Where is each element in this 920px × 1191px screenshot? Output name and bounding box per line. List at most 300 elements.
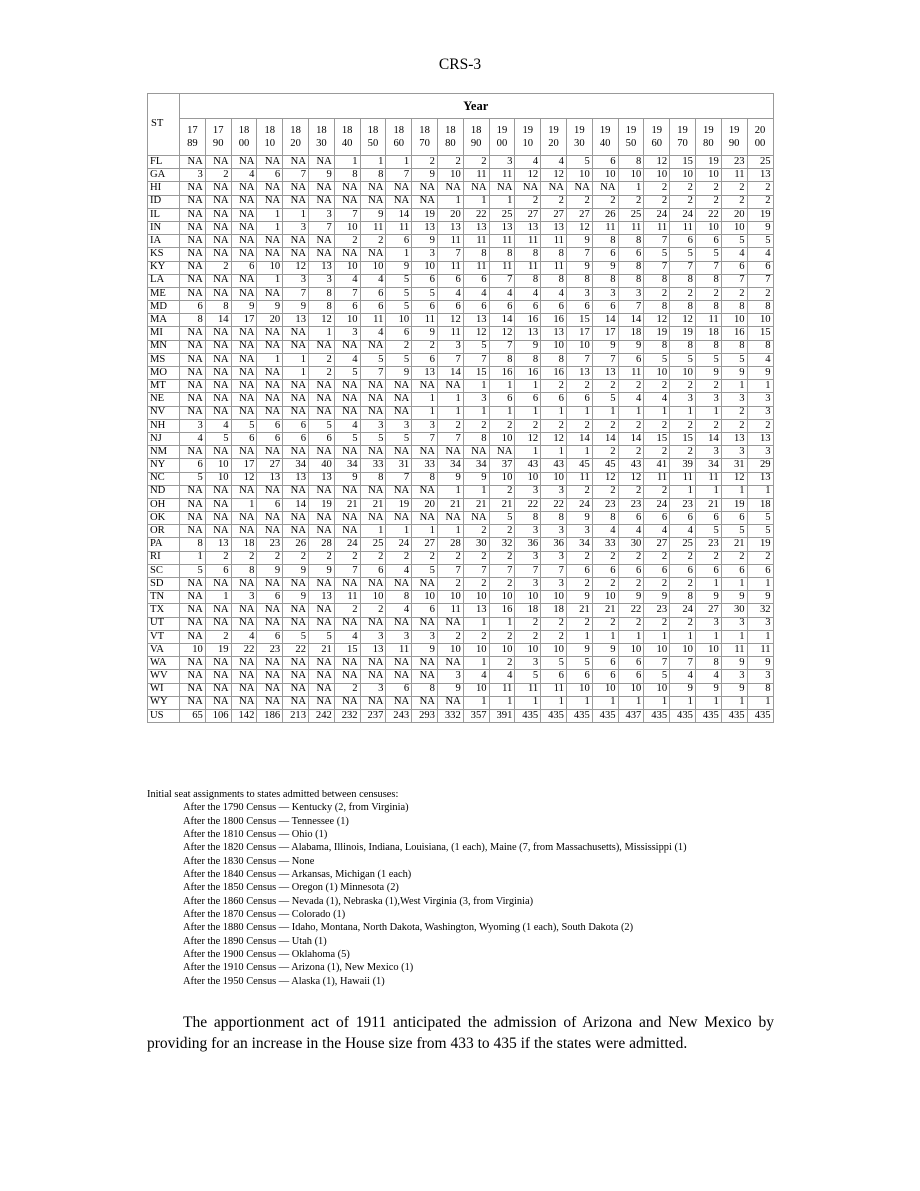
seat-count-cell: 39 xyxy=(670,459,696,472)
seat-count-cell: 5 xyxy=(180,472,206,485)
seat-count-cell: 2 xyxy=(566,195,592,208)
seat-count-cell: 1 xyxy=(515,406,541,419)
seat-count-cell: 16 xyxy=(489,367,515,380)
state-code-cell: NJ xyxy=(148,432,180,445)
seat-count-cell: 4 xyxy=(334,630,360,643)
seat-count-cell: 12 xyxy=(670,314,696,327)
seat-count-cell: 27 xyxy=(695,604,721,617)
seat-count-cell: NA xyxy=(231,696,257,709)
seat-count-cell: 2 xyxy=(360,551,386,564)
seat-count-cell: NA xyxy=(463,512,489,525)
seat-count-cell: 12 xyxy=(618,472,644,485)
seat-count-cell: 7 xyxy=(283,287,309,300)
seat-count-cell: 6 xyxy=(334,301,360,314)
seat-count-cell: 1 xyxy=(695,485,721,498)
year-header-part: 18 xyxy=(367,125,379,136)
seat-count-cell: 435 xyxy=(515,709,541,722)
seat-count-cell: 12 xyxy=(231,472,257,485)
seat-count-cell: 6 xyxy=(308,432,334,445)
seat-count-cell: 3 xyxy=(360,630,386,643)
seat-count-cell: NA xyxy=(437,657,463,670)
seat-count-cell: 2 xyxy=(695,551,721,564)
seat-count-cell: NA xyxy=(180,683,206,696)
seat-count-cell: 6 xyxy=(231,261,257,274)
seat-count-cell: 8 xyxy=(721,340,747,353)
seat-count-cell: 10 xyxy=(515,472,541,485)
seat-count-cell: 9 xyxy=(592,261,618,274)
seat-count-cell: 33 xyxy=(592,538,618,551)
seat-count-cell: NA xyxy=(205,208,231,221)
table-row xyxy=(148,287,774,300)
seat-count-cell: 12 xyxy=(541,432,567,445)
seat-count-cell: 1 xyxy=(386,248,412,261)
table-row xyxy=(148,709,774,722)
year-header-part: 50 xyxy=(625,138,637,149)
seat-count-cell: 2 xyxy=(515,419,541,432)
seat-count-cell: 7 xyxy=(515,564,541,577)
seat-count-cell: 10 xyxy=(721,221,747,234)
seat-count-cell: NA xyxy=(412,446,438,459)
year-header-part: 40 xyxy=(341,138,353,149)
seat-count-cell: 21 xyxy=(721,538,747,551)
seat-count-cell: 435 xyxy=(670,709,696,722)
seat-count-cell: 9 xyxy=(566,235,592,248)
seat-count-cell: 24 xyxy=(644,498,670,511)
seat-count-cell: 6 xyxy=(463,274,489,287)
seat-count-cell: 8 xyxy=(541,353,567,366)
seat-count-cell: 1 xyxy=(437,393,463,406)
seat-count-cell: 4 xyxy=(334,353,360,366)
seat-count-cell: 10 xyxy=(747,314,773,327)
seat-count-cell: 1 xyxy=(618,406,644,419)
seat-count-cell: 6 xyxy=(721,512,747,525)
seat-count-cell: 2 xyxy=(592,617,618,630)
seat-count-cell: 10 xyxy=(515,643,541,656)
seat-count-cell: 2 xyxy=(412,551,438,564)
seat-count-cell: NA xyxy=(386,195,412,208)
table-row xyxy=(148,208,774,221)
seat-count-cell: 13 xyxy=(308,591,334,604)
seat-count-cell: 14 xyxy=(592,314,618,327)
seat-count-cell: NA xyxy=(308,670,334,683)
state-code-cell: NV xyxy=(148,406,180,419)
seat-count-cell: 435 xyxy=(644,709,670,722)
seat-count-cell: NA xyxy=(180,274,206,287)
seat-count-cell: 7 xyxy=(644,657,670,670)
seat-count-cell: 6 xyxy=(463,301,489,314)
seat-count-cell: 18 xyxy=(747,498,773,511)
seat-count-cell: 7 xyxy=(644,261,670,274)
seat-count-cell: 10 xyxy=(644,367,670,380)
seat-count-cell: 3 xyxy=(515,525,541,538)
seat-count-cell: 8 xyxy=(489,248,515,261)
seat-count-cell: 435 xyxy=(566,709,592,722)
seat-count-cell: NA xyxy=(180,696,206,709)
year-header-part: 40 xyxy=(599,138,611,149)
seat-count-cell: NA xyxy=(515,182,541,195)
seat-count-cell: 7 xyxy=(334,564,360,577)
seat-count-cell: 10 xyxy=(592,591,618,604)
seat-count-cell: 10 xyxy=(360,591,386,604)
seat-count-cell: NA xyxy=(205,670,231,683)
seat-count-cell: 4 xyxy=(618,393,644,406)
seat-count-cell: 2 xyxy=(592,446,618,459)
seat-count-cell: 1 xyxy=(489,696,515,709)
seat-count-cell: NA xyxy=(180,630,206,643)
seat-count-cell: 10 xyxy=(695,221,721,234)
seat-count-cell: 6 xyxy=(412,301,438,314)
seat-count-cell: 2 xyxy=(644,551,670,564)
seat-count-cell: 7 xyxy=(308,221,334,234)
seat-count-cell: 13 xyxy=(257,472,283,485)
seat-count-cell: 5 xyxy=(386,432,412,445)
year-header-part: 18 xyxy=(445,125,456,136)
seat-count-cell: 2 xyxy=(205,261,231,274)
seat-count-cell: 12 xyxy=(515,169,541,182)
seat-count-cell: 2 xyxy=(463,419,489,432)
seat-count-cell: 1 xyxy=(489,195,515,208)
seat-count-cell: 5 xyxy=(283,630,309,643)
seat-count-cell: NA xyxy=(180,221,206,234)
seat-count-cell: NA xyxy=(334,446,360,459)
state-code-cell: OH xyxy=(148,498,180,511)
seat-count-cell: NA xyxy=(541,182,567,195)
seat-count-cell: NA xyxy=(386,512,412,525)
seat-count-cell: 7 xyxy=(412,432,438,445)
year-column-header xyxy=(360,119,386,156)
seat-count-cell: NA xyxy=(283,340,309,353)
seat-count-cell: 21 xyxy=(695,498,721,511)
seat-count-cell: 2 xyxy=(644,182,670,195)
seat-count-cell: NA xyxy=(180,380,206,393)
seat-count-cell: 8 xyxy=(308,287,334,300)
year-column-header xyxy=(334,119,360,156)
year-column-header xyxy=(257,119,283,156)
seat-count-cell: 8 xyxy=(308,301,334,314)
seat-count-cell: 6 xyxy=(437,274,463,287)
seat-count-cell: 5 xyxy=(644,353,670,366)
seat-count-cell: 2 xyxy=(670,617,696,630)
seat-count-cell: 8 xyxy=(463,248,489,261)
seat-count-cell: 22 xyxy=(618,604,644,617)
seat-count-cell: 3 xyxy=(180,419,206,432)
seat-count-cell: 27 xyxy=(412,538,438,551)
seat-count-cell: 10 xyxy=(489,432,515,445)
seat-count-cell: 8 xyxy=(515,274,541,287)
seat-count-cell: 8 xyxy=(360,472,386,485)
seat-count-cell: 12 xyxy=(644,314,670,327)
seat-count-cell: 11 xyxy=(386,643,412,656)
seat-count-cell: 3 xyxy=(747,406,773,419)
seat-count-cell: 10 xyxy=(541,643,567,656)
seat-count-cell: 27 xyxy=(257,459,283,472)
year-column-header xyxy=(283,119,309,156)
table-row xyxy=(148,578,774,591)
seat-count-cell: 14 xyxy=(592,432,618,445)
seat-count-cell: 10 xyxy=(412,591,438,604)
seat-count-cell: NA xyxy=(205,221,231,234)
seat-count-cell: 4 xyxy=(541,156,567,169)
seat-count-cell: 9 xyxy=(721,683,747,696)
seat-count-cell: 435 xyxy=(721,709,747,722)
seat-count-cell: 2 xyxy=(695,380,721,393)
seat-count-cell: 40 xyxy=(308,459,334,472)
seat-count-cell: 11 xyxy=(437,327,463,340)
note-item: After the 1950 Census — Alaska (1), Hawaii (1) xyxy=(183,975,385,987)
seat-count-cell: 8 xyxy=(670,274,696,287)
state-code-cell: MS xyxy=(148,353,180,366)
seat-count-cell: 7 xyxy=(489,340,515,353)
seat-count-cell: 10 xyxy=(205,472,231,485)
seat-count-cell: 45 xyxy=(592,459,618,472)
seat-count-cell: 11 xyxy=(463,235,489,248)
seat-count-cell: 12 xyxy=(592,472,618,485)
seat-count-cell: 7 xyxy=(437,353,463,366)
seat-count-cell: 10 xyxy=(695,643,721,656)
seat-count-cell: 32 xyxy=(489,538,515,551)
year-header-part: 18 xyxy=(393,125,405,136)
seat-count-cell: 1 xyxy=(308,327,334,340)
seat-count-cell: NA xyxy=(231,446,257,459)
seat-count-cell: 13 xyxy=(308,261,334,274)
seat-count-cell: 10 xyxy=(670,169,696,182)
page-header: CRS-3 xyxy=(438,56,482,73)
year-header-part: 19 xyxy=(677,125,688,136)
year-header-part: 18 xyxy=(238,125,250,136)
seat-count-cell: NA xyxy=(231,195,257,208)
seat-count-cell: NA xyxy=(386,578,412,591)
table-row xyxy=(148,327,774,340)
seat-count-cell: 6 xyxy=(412,604,438,617)
table-row xyxy=(148,604,774,617)
seat-count-cell: 30 xyxy=(618,538,644,551)
year-column-header xyxy=(695,119,721,156)
seat-count-cell: 27 xyxy=(541,208,567,221)
note-item: After the 1900 Census — Oklahoma (5) xyxy=(183,949,350,961)
year-header-part: 90 xyxy=(212,138,224,149)
seat-assignment-table xyxy=(147,93,774,723)
seat-count-cell: 2 xyxy=(670,551,696,564)
state-code-cell: WA xyxy=(148,657,180,670)
seat-count-cell: 8 xyxy=(360,169,386,182)
seat-count-cell: 9 xyxy=(308,169,334,182)
seat-count-cell: NA xyxy=(437,380,463,393)
seat-count-cell: 6 xyxy=(566,670,592,683)
seat-count-cell: 7 xyxy=(437,248,463,261)
state-code-cell: MT xyxy=(148,380,180,393)
seat-count-cell: 26 xyxy=(283,538,309,551)
seat-count-cell: 10 xyxy=(670,367,696,380)
seat-count-cell: 9 xyxy=(386,367,412,380)
seat-count-cell: NA xyxy=(231,156,257,169)
seat-count-cell: 1 xyxy=(592,696,618,709)
seat-count-cell: 2 xyxy=(721,287,747,300)
seat-count-cell: 15 xyxy=(566,314,592,327)
seat-count-cell: NA xyxy=(231,683,257,696)
seat-count-cell: 13 xyxy=(283,472,309,485)
seat-count-cell: NA xyxy=(257,380,283,393)
seat-count-cell: NA xyxy=(205,327,231,340)
seat-count-cell: 11 xyxy=(437,604,463,617)
seat-count-cell: NA xyxy=(283,248,309,261)
seat-count-cell: 21 xyxy=(308,643,334,656)
seat-count-cell: 1 xyxy=(257,353,283,366)
seat-count-cell: NA xyxy=(412,380,438,393)
seat-count-cell: 9 xyxy=(695,591,721,604)
seat-count-cell: 16 xyxy=(541,367,567,380)
seat-count-cell: 6 xyxy=(618,670,644,683)
seat-count-cell: 2 xyxy=(463,630,489,643)
seat-count-cell: 22 xyxy=(231,643,257,656)
note-item: After the 1790 Census — Kentucky (2, from Virginia) xyxy=(183,802,409,814)
seat-count-cell: 3 xyxy=(747,393,773,406)
seat-count-cell: 4 xyxy=(231,169,257,182)
seat-count-cell: 2 xyxy=(618,195,644,208)
seat-count-cell: 36 xyxy=(541,538,567,551)
seat-count-cell: 5 xyxy=(360,432,386,445)
seat-count-cell: 3 xyxy=(386,630,412,643)
seat-count-cell: NA xyxy=(231,208,257,221)
year-header-part: 20 xyxy=(754,125,766,136)
table-row xyxy=(148,446,774,459)
notes-intro: Initial seat assignments to states admitted between censuses: xyxy=(147,789,399,800)
seat-count-cell: 19 xyxy=(412,208,438,221)
seat-count-cell: NA xyxy=(360,485,386,498)
seat-count-cell: 43 xyxy=(515,459,541,472)
seat-count-cell: 1 xyxy=(463,696,489,709)
seat-count-cell: 2 xyxy=(721,406,747,419)
seat-count-cell: NA xyxy=(463,182,489,195)
seat-count-cell: 10 xyxy=(489,472,515,485)
seat-count-cell: NA xyxy=(360,380,386,393)
table-row xyxy=(148,314,774,327)
seat-count-cell: 2 xyxy=(592,578,618,591)
seat-count-cell: 5 xyxy=(541,657,567,670)
seat-count-cell: 5 xyxy=(205,432,231,445)
seat-count-cell: 33 xyxy=(412,459,438,472)
seat-count-cell: 2 xyxy=(541,195,567,208)
seat-count-cell: 9 xyxy=(283,591,309,604)
seat-count-cell: 7 xyxy=(541,564,567,577)
year-group-header: Year xyxy=(180,94,774,119)
seat-count-cell: 2 xyxy=(566,485,592,498)
seat-count-cell: 2 xyxy=(618,419,644,432)
seat-count-cell: 1 xyxy=(386,156,412,169)
seat-count-cell: 10 xyxy=(644,683,670,696)
seat-count-cell: 3 xyxy=(721,446,747,459)
seat-count-cell: 3 xyxy=(747,446,773,459)
seat-count-cell: 13 xyxy=(592,367,618,380)
seat-count-cell: 1 xyxy=(670,485,696,498)
table-row xyxy=(148,248,774,261)
seat-count-cell: 10 xyxy=(205,459,231,472)
seat-count-cell: 2 xyxy=(412,340,438,353)
state-code-cell: MI xyxy=(148,327,180,340)
state-code-cell: RI xyxy=(148,551,180,564)
state-code-cell: NY xyxy=(148,459,180,472)
seat-count-cell: 9 xyxy=(308,564,334,577)
seat-count-cell: 2 xyxy=(489,419,515,432)
seat-count-cell: 1 xyxy=(721,696,747,709)
seat-count-cell: 2 xyxy=(566,419,592,432)
seat-count-cell: 5 xyxy=(721,235,747,248)
seat-count-cell: NA xyxy=(412,182,438,195)
seat-count-cell: NA xyxy=(180,498,206,511)
seat-count-cell: 6 xyxy=(515,301,541,314)
seat-count-cell: 1 xyxy=(618,182,644,195)
note-item: After the 1910 Census — Arizona (1), New Mexico (1) xyxy=(183,962,414,974)
seat-count-cell: 2 xyxy=(463,525,489,538)
seat-count-cell: 1 xyxy=(283,353,309,366)
seat-count-cell: 5 xyxy=(515,670,541,683)
seat-count-cell: 11 xyxy=(412,314,438,327)
seat-count-cell: 8 xyxy=(592,274,618,287)
state-code-cell: TN xyxy=(148,591,180,604)
seat-count-cell: 10 xyxy=(670,643,696,656)
state-code-cell: IL xyxy=(148,208,180,221)
state-code-cell: SD xyxy=(148,578,180,591)
seat-count-cell: 6 xyxy=(695,235,721,248)
year-header-part: 60 xyxy=(393,138,405,149)
seat-count-cell: 9 xyxy=(747,657,773,670)
seat-count-cell: 14 xyxy=(695,432,721,445)
seat-count-cell: 21 xyxy=(489,498,515,511)
seat-count-cell: 16 xyxy=(515,314,541,327)
seat-count-cell: 1 xyxy=(257,274,283,287)
seat-count-cell: NA xyxy=(386,670,412,683)
seat-count-cell: 391 xyxy=(489,709,515,722)
seat-count-cell: 17 xyxy=(231,314,257,327)
seat-count-cell: 9 xyxy=(412,643,438,656)
year-column-header xyxy=(205,119,231,156)
state-code-cell: SC xyxy=(148,564,180,577)
seat-count-cell: 2 xyxy=(308,367,334,380)
seat-count-cell: 4 xyxy=(205,419,231,432)
seat-count-cell: NA xyxy=(437,446,463,459)
table-row xyxy=(148,591,774,604)
seat-count-cell: 1 xyxy=(747,578,773,591)
seat-count-cell: 5 xyxy=(386,274,412,287)
seat-count-cell: 28 xyxy=(308,538,334,551)
seat-count-cell: 13 xyxy=(437,221,463,234)
seat-count-cell: NA xyxy=(308,604,334,617)
table-row xyxy=(148,274,774,287)
table-row xyxy=(148,221,774,234)
seat-count-cell: NA xyxy=(180,485,206,498)
seat-count-cell: 1 xyxy=(463,406,489,419)
seat-count-cell: NA xyxy=(308,578,334,591)
seat-count-cell: 2 xyxy=(618,380,644,393)
seat-count-cell: NA xyxy=(308,235,334,248)
seat-count-cell: 6 xyxy=(747,261,773,274)
seat-count-cell: 4 xyxy=(437,287,463,300)
table-row xyxy=(148,169,774,182)
seat-count-cell: 20 xyxy=(412,498,438,511)
seat-count-cell: 4 xyxy=(618,525,644,538)
seat-count-cell: 10 xyxy=(592,169,618,182)
seat-count-cell: 3 xyxy=(541,578,567,591)
seat-count-cell: 24 xyxy=(334,538,360,551)
seat-count-cell: 2 xyxy=(592,419,618,432)
seat-count-cell: NA xyxy=(489,182,515,195)
seat-count-cell: 13 xyxy=(308,472,334,485)
seat-count-cell: 5 xyxy=(386,287,412,300)
seat-count-cell: 2 xyxy=(566,380,592,393)
seat-count-cell: 2 xyxy=(463,578,489,591)
seat-count-cell: 13 xyxy=(747,169,773,182)
seat-count-cell: 12 xyxy=(644,156,670,169)
seat-count-cell: 8 xyxy=(670,340,696,353)
